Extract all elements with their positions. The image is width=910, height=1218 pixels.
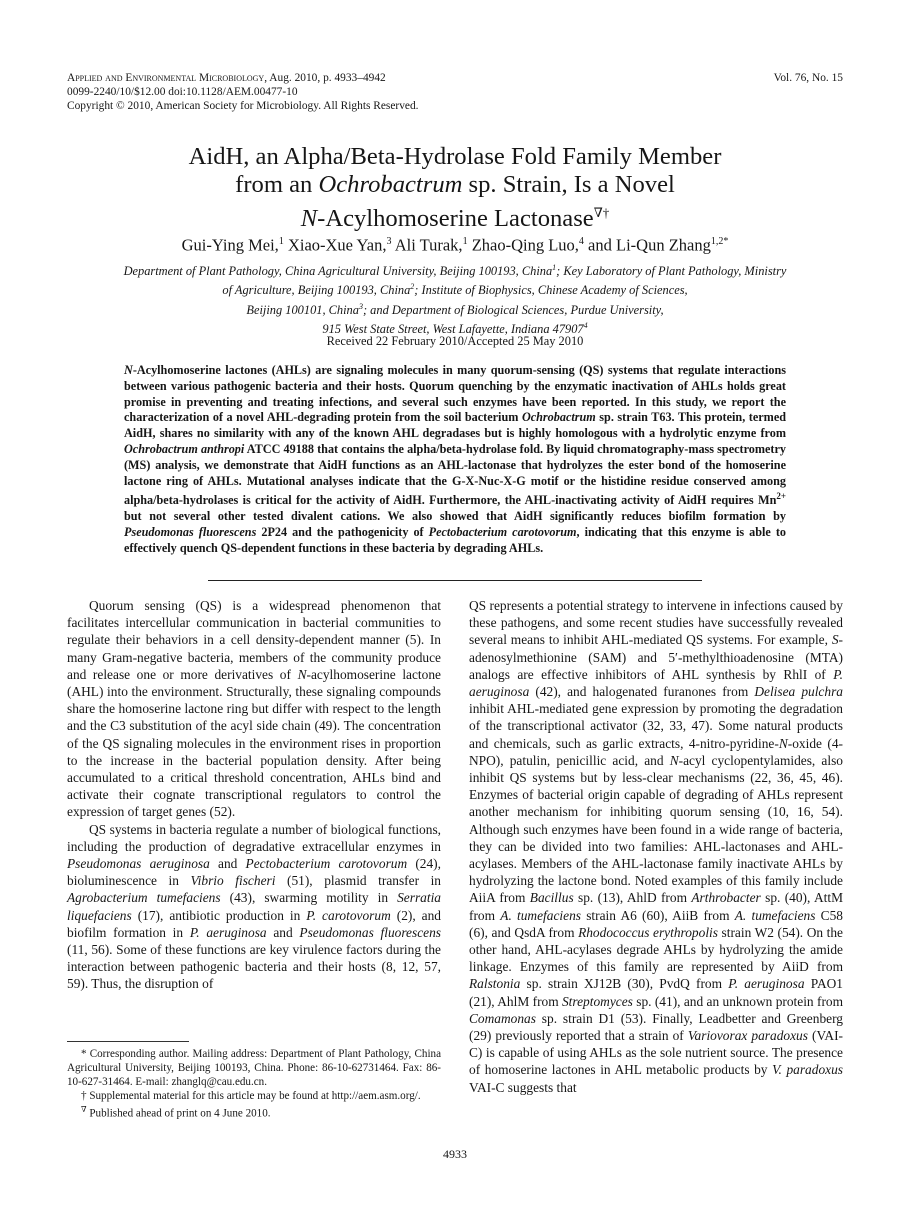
- text-run: and: [209, 856, 246, 872]
- italic-run: Variovorax paradoxus: [687, 1028, 808, 1044]
- footnote-corresponding: * Corresponding author. Mailing address: Department of Plant Pathology, China Agricultural University, Beijing 100193, China. Phone: 86-10-62731464. Fax: 86-10-627-31464. E-mail: zhanglq@cau.edu.cn.: [67, 1048, 441, 1088]
- title-line-2: from an Ochrobactrum sp. Strain, Is a Novel: [235, 171, 675, 198]
- citation: , Aug. 2010, p. 4933–4942: [264, 72, 386, 84]
- footnote-supplemental: † Supplemental material for this article may be found at http://aem.asm.org/.: [81, 1090, 421, 1102]
- footnote-divider: [67, 1041, 189, 1042]
- body-paragraph: [67, 597, 441, 821]
- text-run: Quorum sensing (QS) is a widespread phenomenon that facilitates intercellular communication in bacterial communities to regulate their behaviors in a cell density-dependent manner (5). In many Gram-negative bacteria, members of the community produce and release one or more derivatives of: [67, 598, 441, 682]
- text-run: (43), swarming motility in: [220, 890, 398, 906]
- footnote-published: ∇ Published ahead of print on 4 June 2010.: [81, 1105, 271, 1120]
- italic-run: Rhodococcus erythropolis: [578, 924, 718, 940]
- text-run: (51), plasmid transfer in: [275, 873, 442, 889]
- text-run: -adenosylmethionine (SAM) and 5′-methylthioadenosine (MTA) analogs are effective inhibitors of AHL synthesis by RhlI of: [469, 632, 843, 682]
- page-number: 4933: [443, 1147, 467, 1161]
- author: Xiao-Xue Yan,: [283, 235, 387, 255]
- italic-run: Pectobacterium carotovorum: [245, 856, 408, 872]
- text-run: strain W2 (54). On the other hand, AHL-acylases degrade AHLs by hydrolyzing the amide linkage. Enzymes of this family are represented by AiiD from: [469, 924, 843, 975]
- italic-run: Delisea pulchra: [754, 684, 843, 700]
- italic-run: A. tumefaciens: [734, 907, 816, 923]
- italic-run: P. carotovorum: [306, 907, 391, 923]
- abstract: N-Acylhomoserine lactones (AHLs) are signaling molecules in many quorum-sensing (QS) systems that regulate interactions between various pathogenic bacteria and their hosts. Quorum quenching by the enzymatic inactivation of AHLs holds great promise in preventing and treating infections, and several such enzymes have been reported. In this study, we report the characterization of a novel AHL-degrading protein from the soil bacterium Ochrobactrum sp. strain T63. This protein, termed AidH, shares no similarity with any of the known AHL degradases but is highly homologous with a hydrolytic enzyme from Ochrobactrum anthropi ATCC 49188 that contains the alpha/beta-hydrolase fold. By liquid chromatography-mass spectrometry (MS) analysis, we demonstrate that AidH functions as an AHL-lactonase that hydrolyzes the ester bond of the homoserine lactone ring of AHLs. Mutational analyses indicate that the G-X-Nuc-X-G motif or the histidine residue conserved among alpha/beta-hydrolases is critical for the activity of AidH. Furthermore, the AHL-inactivating activity of AidH requires $Mn^{2+}$ but not several other tested divalent cations. We also showed that AidH significantly reduces biofilm formation by Pseudomonas fluorescens 2P24 and the pathogenicity of Pectobacterium carotovorum, indicating that this enzyme is able to effectively quench QS-dependent functions in these bacteria by degrading AHLs.: [124, 363, 787, 555]
- text-run: (17), antibiotic production in: [131, 907, 307, 923]
- italic-run: V. paradoxus: [772, 1062, 843, 1078]
- body-column-left: [67, 597, 441, 993]
- text-run: (11, 56). Some of these functions are key virulence factors during the interaction between pathogenic bacteria and their hosts (8, 12, 57, 59). Thus, the disruption of: [67, 942, 441, 992]
- italic-run: Pseudomonas aeruginosa: [67, 856, 210, 872]
- journal-name: Applied and Environmental Microbiology: [67, 72, 265, 84]
- italic-run: Pseudomonas fluorescens: [299, 924, 441, 940]
- affiliation-line: 915 West State Street, West Lafayette, Indiana 47907$^4$: [322, 320, 588, 337]
- affiliation-line: Beijing 100101, China$^3$; and Department of Biological Sciences, Purdue University,: [246, 301, 664, 317]
- italic-run: N: [297, 666, 307, 682]
- text-run: (24), bioluminescence in: [67, 856, 441, 889]
- body-paragraph: [67, 821, 441, 993]
- text-run: strain A6 (60), AiiB from: [580, 907, 735, 923]
- issn-doi: 0099-2240/10/$12.00 doi:10.1128/AEM.00477-10: [67, 86, 298, 98]
- volume-info: Vol. 76, No. 15: [773, 72, 843, 84]
- italic-run: N: [669, 752, 679, 768]
- author: and Li-Qun Zhang: [583, 235, 711, 255]
- text-run: sp. (41), and an unknown protein from: [632, 993, 844, 1009]
- italic-run: Serratia liquefaciens: [67, 890, 442, 923]
- section-divider: [208, 580, 702, 581]
- text-run: and: [266, 924, 300, 940]
- text-run: sp. (40), AttM from: [469, 890, 843, 923]
- text-run: (VAI-C) is capable of using AHLs as the sole nutrient source. The presence of homoserine lactones in AHL metabolic products by: [469, 1028, 844, 1078]
- italic-run: Comamonas: [469, 1010, 536, 1026]
- article-title: [60, 143, 850, 233]
- affiliations: [60, 260, 850, 337]
- author: Gui-Ying Mei,: [181, 235, 279, 255]
- italic-run: Ralstonia: [469, 976, 521, 992]
- italic-run: N: [778, 735, 788, 751]
- author: Ali Turak,: [391, 235, 463, 255]
- text-run: -oxide (4-NPO), patulin, penicillic acid, and: [469, 735, 843, 768]
- text-run: QS systems in bacteria regulate a number of biological functions, including the production of degradative extracellular enzymes in: [67, 821, 441, 854]
- text-run: -acyl cyclopentylamides, also inhibit QS systems but by less-clear mechanisms (22, 36, 45, 46). Enzymes of bacterial origin capable of degrading of AHLs represent another mechanism for inhibiting quorum sensing (10, 16, 54). Although such enzymes have been found in a wide range of bacteria, they can be divided into two families: AHL-lactonases and AHL-acylases. Members of the AHL-lactonase family inactivate AHLs by hydrolyzing the lactone bond. Noted examples of this family include AiiA from: [469, 752, 843, 906]
- text-run: -acylhomoserine lactone (AHL) into the environment. Structurally, these signaling compounds share the homoserine lactone ring but differ with respect to the length and the C3 substitution of the acyl side chain (49). The concentration of the QS signaling molecules in the environment rises in proportion to the increase in the bacterial population density. After being accumulated to a critical threshold concentration, AHLs bind and activate their cognate transcriptional regulators to control the expression of target genes (52).: [67, 666, 441, 820]
- title-line-3: N-Acylhomoserine Lactonase∇†: [300, 205, 610, 233]
- body-paragraph: [469, 597, 843, 1096]
- author-list: Gui-Ying Mei,$^1$ Xiao-Xue Yan,$^3$ Ali Turak,$^1$ Zhao-Qing Luo,$^4$ and Li-Qun Zhang$^{1,2*}$: [181, 235, 729, 255]
- italic-run: A. tumefaciens: [500, 907, 581, 923]
- italic-run: Agrobacterium tumefaciens: [67, 890, 221, 906]
- italic-run: Bacillus: [529, 890, 574, 906]
- text-run: C58 (6), and QsdA from: [469, 907, 843, 940]
- title-line-1: AidH, an Alpha/Beta-Hydrolase Fold Family Member: [188, 143, 722, 170]
- received-date: Received 22 February 2010/Accepted 25 May 2010: [326, 334, 584, 348]
- body-column-right: [469, 597, 843, 1096]
- italic-run: Streptomyces: [561, 993, 633, 1009]
- text-run: (2), and biofilm formation in: [67, 907, 442, 940]
- text-run: VAI-C suggests that: [469, 1079, 577, 1095]
- running-header: [67, 71, 386, 85]
- text-run: (42), and halogenated furanones from: [529, 684, 755, 700]
- author: Zhao-Qing Luo,: [467, 235, 579, 255]
- affiliation-line: of Agriculture, Beijing 100193, China$^2$; Institute of Biophysics, Chinese Academy of Sciences,: [222, 282, 688, 298]
- italic-run: P. aeruginosa: [189, 924, 267, 940]
- italic-run: S: [831, 632, 839, 648]
- text-run: inhibit AHL-mediated gene expression by promoting the degradation of the transcriptional activator (32, 33, 47). Some natural products and chemicals, such as garlic extracts, 4-nitro-pyridine-: [469, 701, 843, 751]
- italic-run: Vibrio fischeri: [190, 873, 276, 889]
- text-run: QS represents a potential strategy to intervene in infections caused by these pathogens, and some recent studies have successfully revealed several means to inhibit AHL-mediated QS systems. For example,: [469, 598, 843, 648]
- italic-run: P. aeruginosa: [469, 666, 843, 700]
- text-run: sp. strain XJ12B (30), PvdQ from: [520, 976, 729, 992]
- copyright: Copyright © 2010, American Society for Microbiology. All Rights Reserved.: [67, 100, 419, 112]
- text-run: PAO1 (21), AhlM from: [469, 976, 843, 1009]
- text-run: sp. strain D1 (53). Finally, Leadbetter and Greenberg (29) previously reported that a strain of: [469, 1010, 843, 1044]
- text-run: sp. (13), AhlD from: [573, 890, 692, 906]
- italic-run: Arthrobacter: [691, 890, 761, 906]
- footnotes: [67, 1047, 441, 1121]
- italic-run: P. aeruginosa: [728, 976, 805, 992]
- affiliation-line: Department of Plant Pathology, China Agricultural University, Beijing 100193, China$^1$; Key Laboratory of Plant Pathology, Ministry: [123, 263, 787, 279]
